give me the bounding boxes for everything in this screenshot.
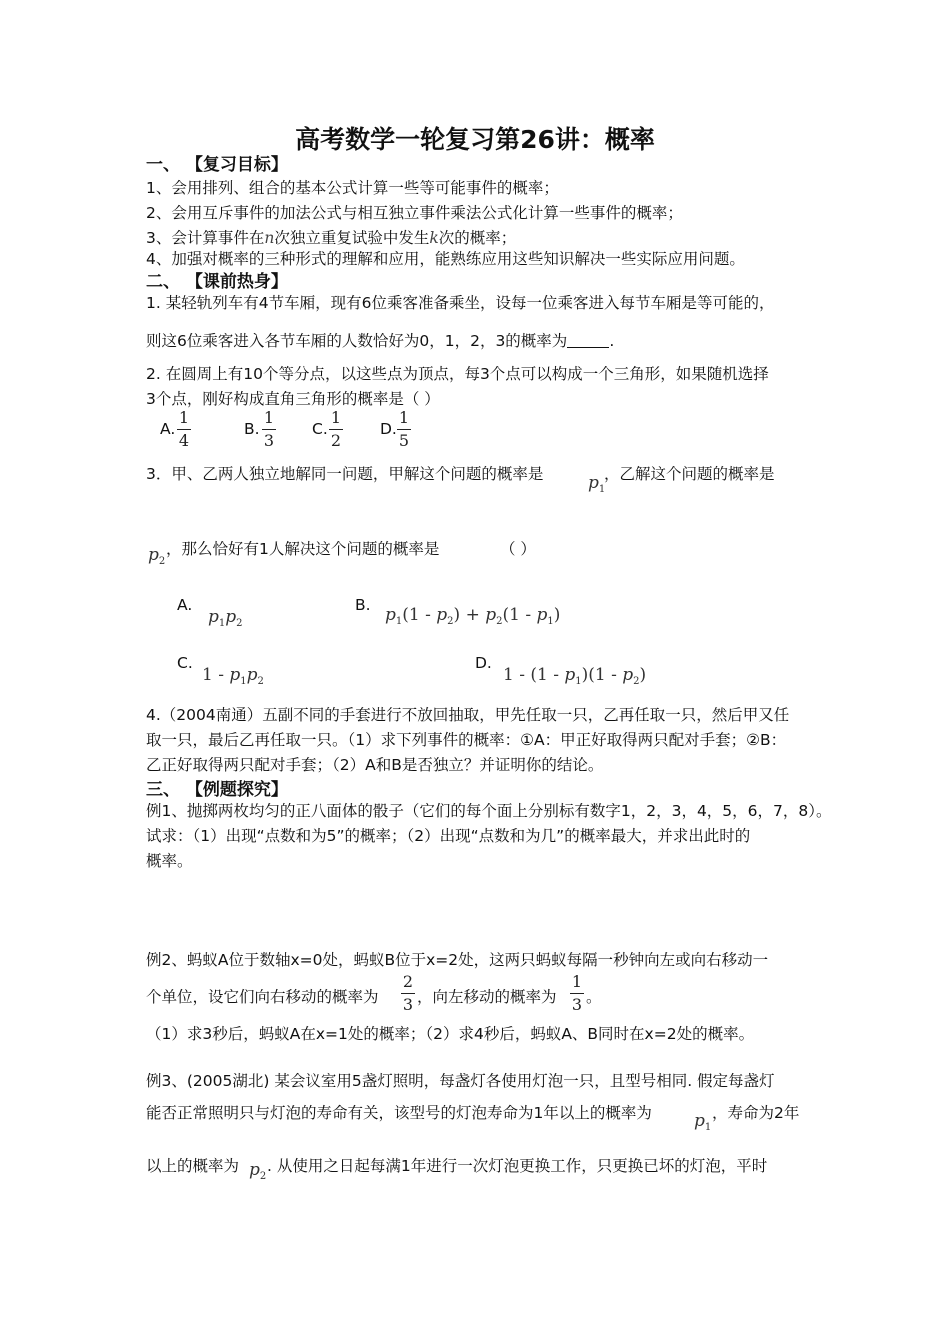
q2-option-d-label: D. — [380, 420, 397, 438]
q3-line-1a: 3．甲、乙两人独立地解同一问题，甲解这个问题的概率是 — [146, 465, 544, 483]
ex2-line-2c: 。 — [586, 988, 602, 1006]
ex3-line-3b: . 从使用之日起每满1年进行一次灯泡更换工作，只更换已坏的灯泡，平时 — [267, 1157, 768, 1175]
goal-3: 3、会计算事件在n次独立重复试验中发生k次的概率； — [146, 229, 517, 247]
q1-line-2: 则这6位乘客进入各节车厢的人数恰好为0，1，2，3的概率为 . — [146, 332, 615, 350]
ex3-line-2b: ，寿命为2年 — [712, 1104, 800, 1122]
q2-option-c-fraction: 1 2 — [330, 408, 342, 450]
q3-line-1b: ，乙解这个问题的概率是 — [604, 465, 775, 483]
q2-option-d-fraction: 1 5 — [398, 408, 410, 450]
q3-option-c-label: C. — [177, 654, 193, 672]
q4-line-1: 4.（2004南通）五副不同的手套进行不放回抽取，甲先任取一只，乙再任取一只，然后甲又任 — [146, 706, 790, 724]
q3-option-a-expr: $p_1p_2$ — [208, 607, 243, 629]
goal-2: 2、会用互斥事件的加法公式与相互独立事件乘法公式化计算一些事件的概率； — [146, 204, 683, 222]
q2-option-b-fraction: 1 3 — [263, 408, 275, 450]
q2-option-a-fraction: 1 4 — [178, 408, 190, 450]
ex1-line-3: 概率。 — [146, 852, 193, 870]
q2-line-2: 3个点，刚好构成直角三角形的概率是（ ） — [146, 390, 440, 408]
q3-option-b-expr: $p_1(1 - p_2) + p_2(1 - p_1)$ — [385, 605, 561, 627]
q3-option-d-expr: $1 - (1 - p_1)(1 - p_2)$ — [503, 665, 647, 687]
q3-option-d-label: D. — [475, 654, 492, 672]
q3-paren: （ ） — [500, 540, 536, 558]
ex2-line-1: 例2、蚂蚁A位于数轴x=0处，蚂蚁B位于x=2处，这两只蚂蚁每隔一秒钟向左或向右移动一 — [146, 951, 769, 969]
q3-option-c-expr: $1 - p_1p_2$ — [202, 665, 264, 687]
ex1-line-1: 例1、抛掷两枚均匀的正八面体的骰子（它们的每个面上分别标有数字1，2，3，4，5，6，7，8）。 — [146, 802, 832, 820]
q2-option-a-label: A. — [160, 420, 176, 438]
ex3-p2: $p_2$ — [249, 1160, 267, 1182]
goal-1: 1、会用排列、组合的基本公式计算一些等可能事件的概率； — [146, 179, 559, 197]
q3-option-a-label: A. — [177, 596, 193, 614]
ex3-line-3a: 以上的概率为 — [146, 1157, 240, 1175]
page-title: 高考数学一轮复习第26讲：概率 — [295, 125, 655, 154]
ex1-line-2: 试求：（1）出现“点数和为5”的概率；（2）出现“点数和为几”的概率最大，并求出此时的 — [146, 827, 751, 845]
q2-option-c-label: C. — [312, 420, 328, 438]
q3-line-2: ，那么恰好有1人解决这个问题的概率是 — [166, 540, 440, 558]
ex2-line-2: 个单位，设它们向右移动的概率为 — [146, 988, 379, 1006]
ex3-line-1: 例3、(2005湖北) 某会议室用5盏灯照明，每盏灯各使用灯泡一只，且型号相同. 假定每盏灯 — [146, 1072, 775, 1090]
ex3-line-2a: 能否正常照明只与灯泡的寿命有关，该型号的灯泡寿命为1年以上的概率为 — [146, 1104, 652, 1122]
q2-option-b-label: B. — [244, 420, 260, 438]
q4-line-3: 乙正好取得两只配对手套；（2）A和B是否独立？并证明你的结论。 — [146, 756, 604, 774]
q3-option-b-label: B. — [355, 596, 371, 614]
q3-p2: $p_2$ — [148, 545, 166, 567]
ex2-fraction-left: 1 3 — [571, 972, 583, 1014]
section-heading-warmup: 二、 【课前热身】 — [146, 272, 288, 292]
section-heading-examples: 三、 【例题探究】 — [146, 780, 288, 800]
ex2-line-3: （1）求3秒后，蚂蚁A在x=1处的概率；（2）求4秒后，蚂蚁A、B同时在x=2处的概率。 — [146, 1025, 755, 1043]
q3-p1: $p_1$ — [588, 473, 606, 495]
ex3-p1: $p_1$ — [694, 1111, 712, 1133]
answer-blank — [567, 333, 609, 348]
ex2-line-2b: ，向左移动的概率为 — [417, 988, 557, 1006]
q2-line-1: 2. 在圆周上有10个等分点，以这些点为顶点，每3个点可以构成一个三角形，如果随机选择 — [146, 365, 769, 383]
goal-4: 4、加强对概率的三种形式的理解和应用，能熟练应用这些知识解决一些实际应用问题。 — [146, 250, 745, 268]
ex2-fraction-right: 2 3 — [402, 972, 414, 1014]
q1-line-1: 1. 某轻轨列车有4节车厢，现有6位乘客准备乘坐，设每一位乘客进入每节车厢是等可能的， — [146, 294, 775, 312]
section-heading-goals: 一、 【复习目标】 — [146, 155, 288, 175]
q4-line-2: 取一只，最后乙再任取一只。（1）求下列事件的概率：①A：甲正好取得两只配对手套；②B： — [146, 731, 787, 749]
